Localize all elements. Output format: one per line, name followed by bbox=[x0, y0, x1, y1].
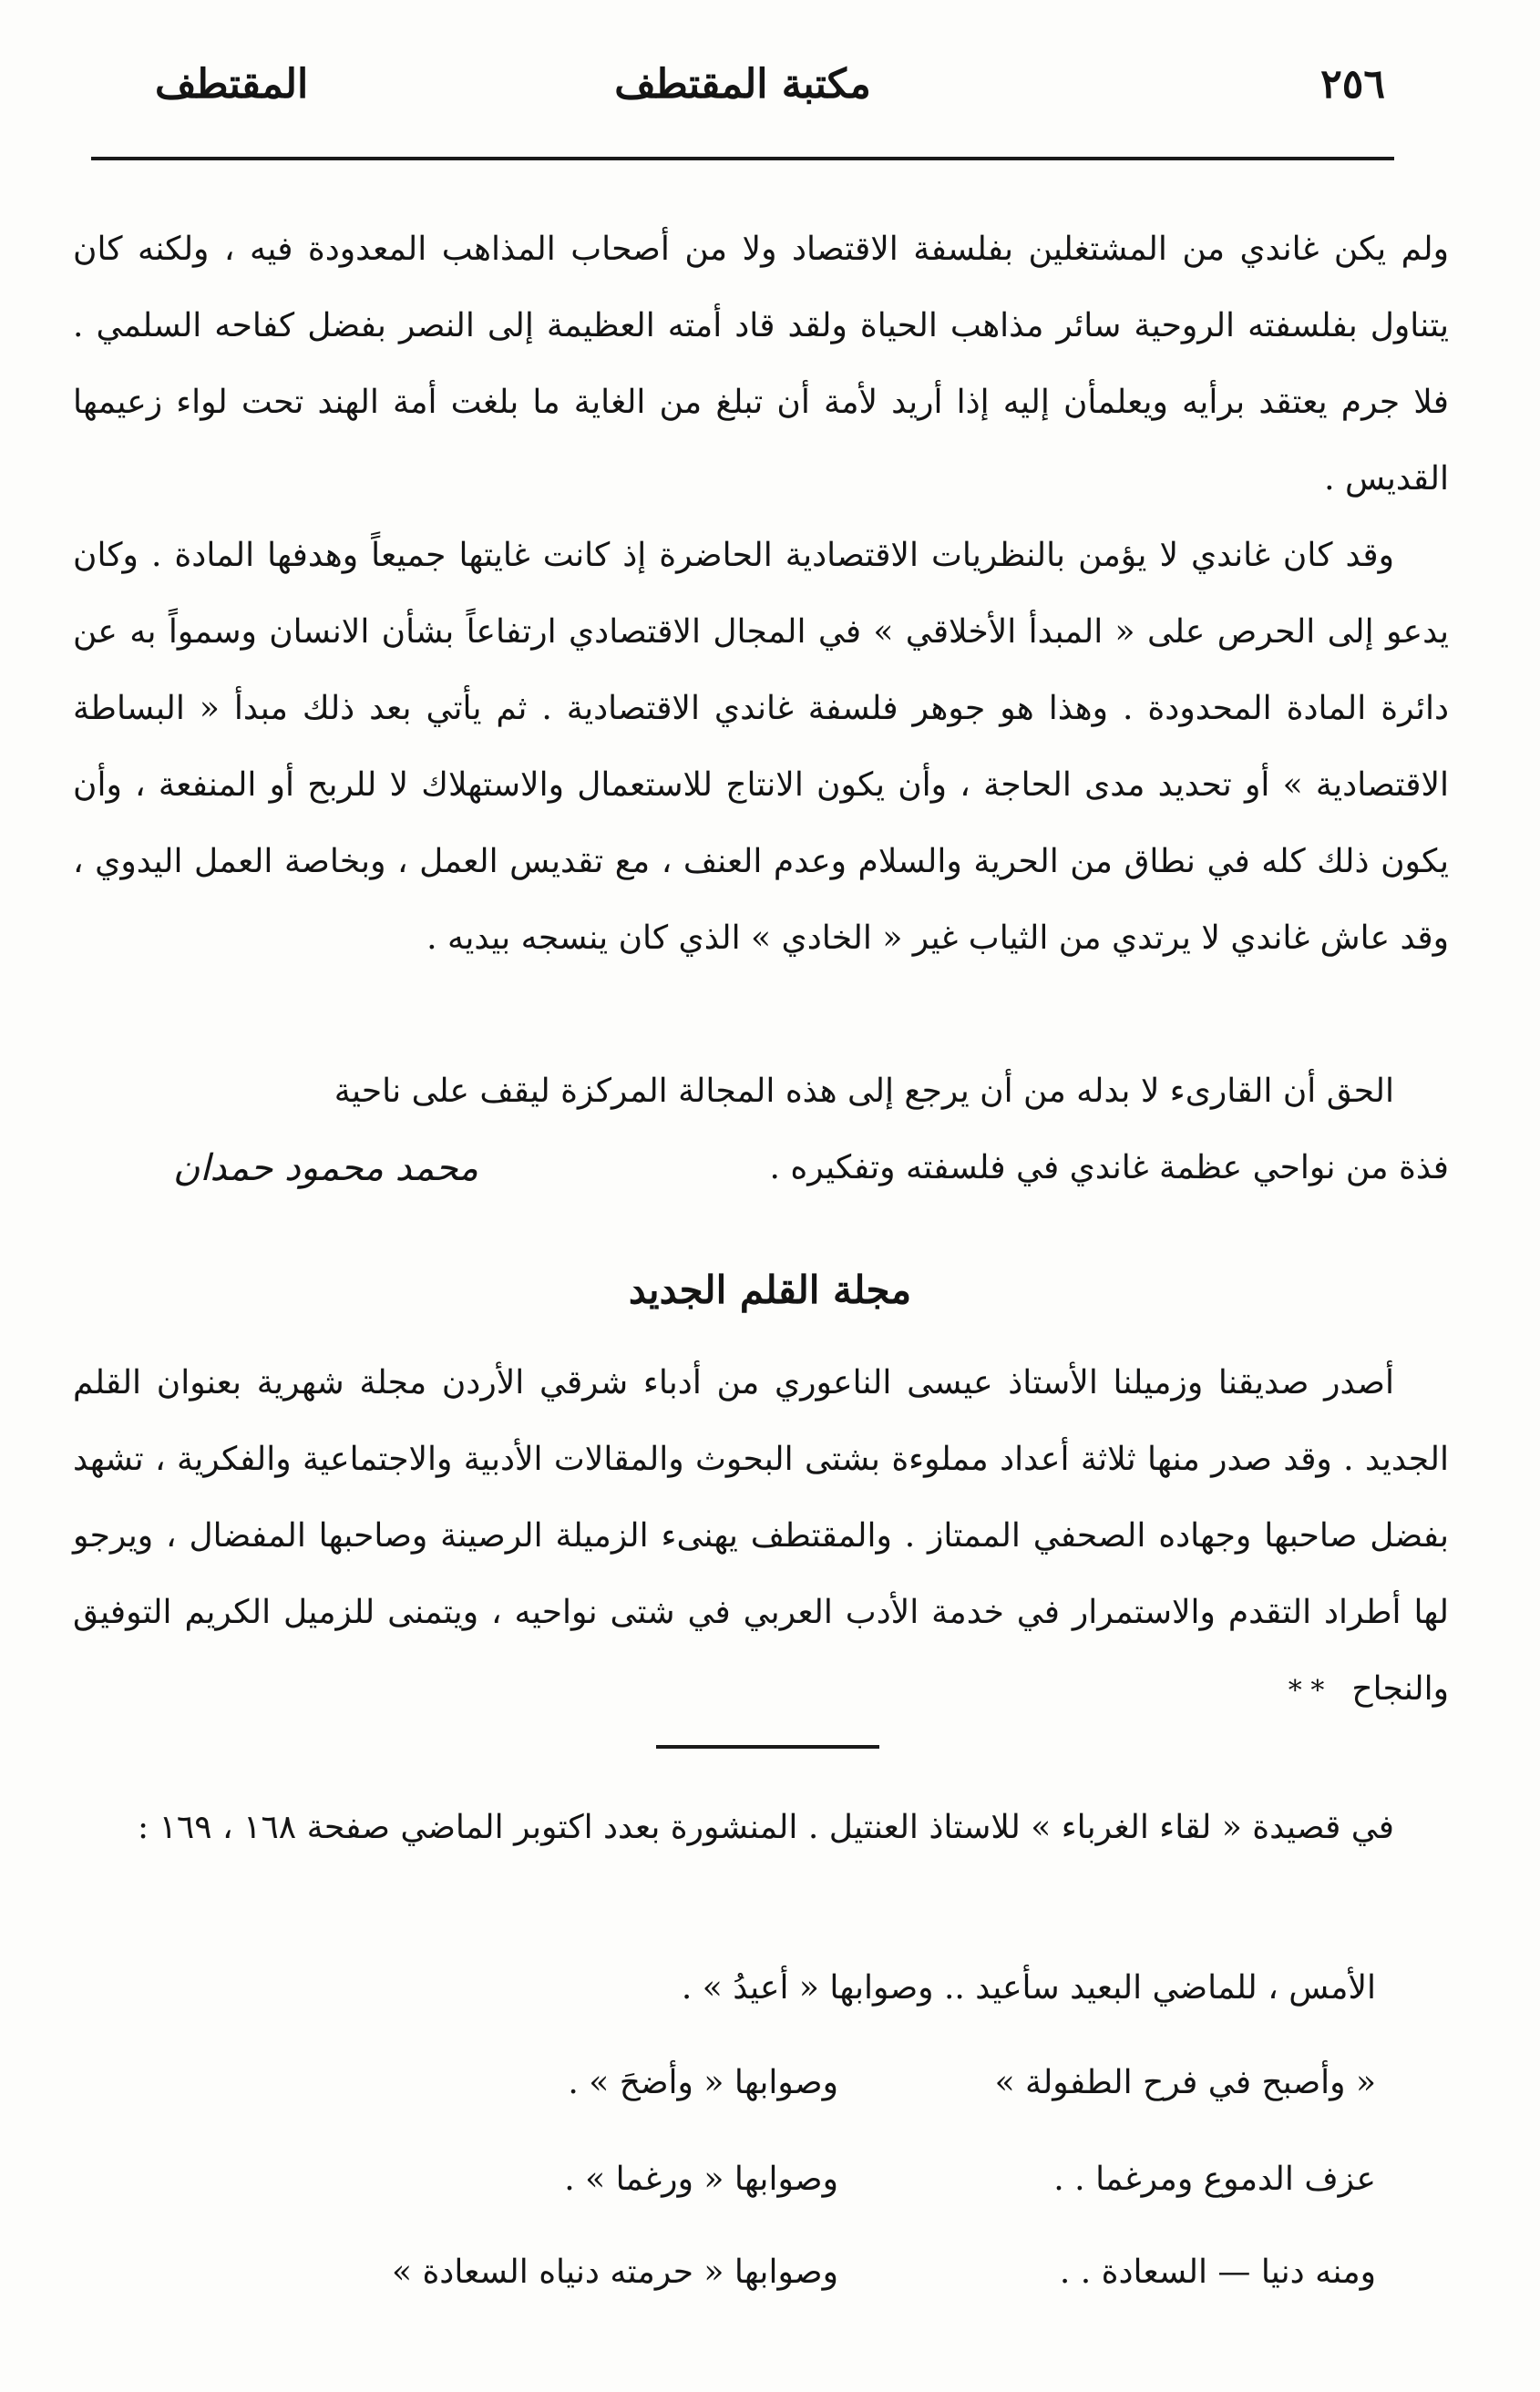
correction-original: عزف الدموع ومرغما . . bbox=[1053, 2161, 1376, 2198]
correction-row-1 bbox=[73, 1950, 1376, 2027]
page-header bbox=[91, 53, 1394, 117]
new-pen-text: أصدر صديقنا وزميلنا الأستاذ عيسى الناعوري من أدباء شرقي الأردن مجلة شهرية بعنوان القلم الجديد . وقد صدر منها ثلاثة أعداد مملوءة بشتى البحوث والمقالات الأدبية والاجتماعية والفكرية ، تشهد بفضل صاحبها وجهاده الصحفي الممتاز . والمقتطف يهنىء الزميلة الرصينة وصاحبها المفضال ، ويرجو لها أطراد التقدم والاستمرار في خدمة الأدب العربي في شتى نواحيه ، ويتمنى للزميل الكريم التوفيق والنجاح bbox=[73, 1364, 1449, 1708]
correction-row-4 bbox=[73, 2234, 1376, 2311]
author-signature: محمد محمود حمدان bbox=[173, 1147, 478, 1189]
section-divider bbox=[656, 1745, 879, 1749]
gandhi-paragraph-1: ولم يكن غاندي من المشتغلين بفلسفة الاقتصاد ولا من أصحاب المذاهب المعدودة فيه ، ولكنه كان يتناول بفلسفته الروحية سائر مذاهب الحياة ولقد قاد أمته العظيمة إلى النصر بفضل كفاحه السلمي . فلا جرم يعتقد برأيه ويعلمأن إليه إذا أريد لأمة أن تبلغ من الغاية ما بلغت أمة الهند تحت لواء زعيمها القديس . bbox=[73, 231, 1449, 498]
article-title: مجلة القلم الجديد bbox=[628, 1268, 912, 1312]
header-divider bbox=[91, 157, 1394, 160]
correction-row-3 bbox=[73, 2141, 1376, 2218]
gandhi-paragraph-2: وقد كان غاندي لا يؤمن بالنظريات الاقتصادية الحاضرة إذ كانت غايتها جميعاً وهدفها المادة . وكان يدعو إلى الحرص على « المبدأ الأخلاقي » في المجال الاقتصادي ارتفاعاً بشأن الانسان وسمواً به عن دائرة المادة المحدودة . وهذا هو جوهر فلسفة غاندي الاقتصادية . ثم يأتي بعد ذلك مبدأ « البساطة الاقتصادية » أو تحديد مدى الحاجة ، وأن يكون الانتاج للاستعمال والاستهلاك لا للربح أو المنفعة ، وأن يكون ذلك كله في نطاق من الحرية والسلام وعدم العنف ، مع تقديس العمل ، وبخاصة العمل اليدوي ، وقد عاش غاندي لا يرتدي من الثياب غير « الخادي » الذي كان ينسجه بيديه . bbox=[73, 537, 1450, 957]
correction-fix: وصوابها « حرمته دنياه السعادة » bbox=[391, 2253, 838, 2291]
section-header-title: مكتبة المقتطف bbox=[614, 61, 871, 108]
correction-row-2 bbox=[73, 2045, 1376, 2121]
correction-original: ومنه دنيا — السعادة . . bbox=[1059, 2253, 1376, 2291]
correction-original: « وأصبح في فرح الطفولة » bbox=[994, 2064, 1376, 2101]
closing-text: فذة من نواحي عظمة غاندي في فلسفته وتفكيره . bbox=[769, 1149, 1449, 1186]
gandhi-paragraph-3: الحق أن القارىء لا بدله من أن يرجع إلى هذه المجالة المركزة ليقف على ناحية bbox=[334, 1073, 1394, 1110]
journal-name: المقتطف bbox=[155, 61, 309, 108]
end-mark: * * bbox=[1288, 1675, 1325, 1707]
closing-line bbox=[73, 1130, 1449, 1206]
new-pen-paragraph bbox=[73, 1345, 1449, 1730]
correction-fix: وصوابها « وأضحَ » . bbox=[568, 2064, 838, 2101]
corrections-intro: في قصيدة « لقاء الغرباء » للاستاذ العنتيل . المنشورة بعدد اكتوبر الماضي صفحة ١٦٨ ، ١٦٩ : bbox=[138, 1809, 1394, 1846]
page-number: ٢٥٦ bbox=[1320, 61, 1385, 108]
correction-original: الأمس ، للماضي البعيد سأعيد .. وصوابها « أعيدُ » . bbox=[681, 1969, 1376, 2007]
correction-fix: وصوابها « ورغما » . bbox=[564, 2161, 838, 2198]
